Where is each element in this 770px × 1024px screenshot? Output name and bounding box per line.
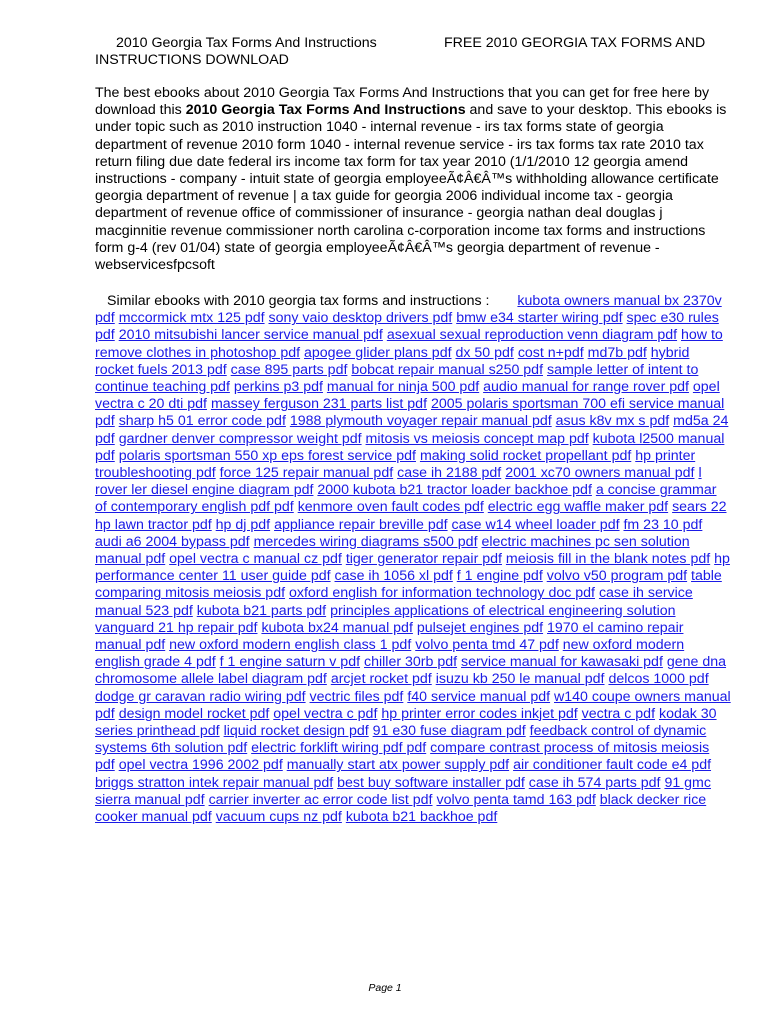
ebook-link[interactable]: volvo penta tamd 163 pdf	[436, 791, 596, 808]
ebook-link[interactable]: mccormick mtx 125 pdf	[118, 310, 265, 327]
ebook-link[interactable]: opel vectra c pdf	[273, 705, 378, 722]
ebook-link[interactable]: 2000 kubota b21 tractor loader backhoe pdf	[317, 482, 592, 499]
ebook-link[interactable]: opel vectra c 20 dti pdf	[95, 379, 720, 413]
ebook-link[interactable]: best buy software installer pdf	[337, 774, 525, 791]
ebook-link[interactable]: service manual for kawasaki pdf	[461, 654, 663, 671]
ebook-link[interactable]: isuzu kb 250 le manual pdf	[435, 671, 605, 688]
ebook-link[interactable]: bobcat repair manual s250 pdf	[351, 361, 544, 378]
ebook-link[interactable]: case 895 parts pdf	[230, 361, 348, 378]
ebook-link[interactable]: gardner denver compressor weight pdf	[118, 430, 362, 447]
ebook-link[interactable]: 2010 mitsubishi lancer service manual pdf	[118, 327, 383, 344]
header-title-left: 2010 Georgia Tax Forms And Instructions	[116, 35, 377, 51]
ebook-link[interactable]: volvo penta tmd 47 pdf	[415, 637, 559, 654]
ebook-link[interactable]: md7b pdf	[587, 344, 647, 361]
ebook-link[interactable]: apogee glider plans pdf	[304, 344, 452, 361]
ebook-link[interactable]: vacuum cups nz pdf	[215, 809, 342, 826]
ebook-link[interactable]: audio manual for range rover pdf	[483, 379, 689, 396]
ebook-link[interactable]: arcjet rocket pdf	[330, 671, 432, 688]
ebook-link[interactable]: spec e30 rules pdf	[95, 310, 719, 344]
ebook-link[interactable]: electric machines pc sen solution manual pdf	[95, 533, 690, 568]
ebook-link[interactable]: opel vectra 1996 2002 pdf	[118, 757, 283, 774]
ebook-link[interactable]: case ih 574 parts pdf	[528, 774, 661, 791]
ebook-link[interactable]: hp dj pdf	[215, 516, 271, 533]
page-number: Page 1	[368, 982, 402, 994]
ebook-link[interactable]: dx 50 pdf	[455, 344, 514, 361]
ebook-link[interactable]: cost n+pdf	[517, 344, 584, 361]
ebook-link[interactable]: black decker rice cooker manual pdf	[95, 791, 707, 826]
ebook-link[interactable]: new oxford modern english class 1 pdf	[169, 637, 412, 654]
ebook-link[interactable]: bmw e34 starter wiring pdf	[456, 310, 623, 327]
ebook-link[interactable]: sears 22 hp lawn tractor pdf	[95, 499, 727, 533]
ebook-link[interactable]: kubota b21 backhoe pdf	[345, 809, 498, 826]
ebook-link[interactable]: vectric files pdf	[309, 688, 404, 705]
ebook-link[interactable]: asexual sexual reproduction venn diagram pdf	[386, 327, 678, 344]
ebook-link[interactable]: vanguard 21 hp repair pdf	[95, 619, 258, 636]
ebook-link[interactable]: feedback control of dynamic systems 6th solution pdf	[95, 723, 707, 757]
ebook-link[interactable]: case ih service manual 523 pdf	[95, 585, 693, 619]
ebook-link[interactable]: compare contrast process of mitosis meiosis pdf	[95, 740, 710, 774]
ebook-link[interactable]: kubota owners manual bx 2370v pdf	[95, 293, 722, 327]
ebook-link[interactable]: kenmore oven fault codes pdf	[297, 499, 484, 516]
ebook-link[interactable]: md5a 24 pdf	[95, 413, 729, 447]
ebook-link[interactable]: w140 coupe owners manual pdf	[95, 688, 731, 722]
ebook-link[interactable]: 2005 polaris sportsman 700 efi service manual pdf	[95, 396, 725, 430]
ebook-link[interactable]: manually start atx power supply pdf	[286, 757, 510, 774]
ebook-link[interactable]: volvo v50 program pdf	[546, 568, 688, 585]
ebook-link[interactable]: a concise grammar of contemporary english pdf pdf	[95, 482, 717, 516]
ebook-link[interactable]: asus k8v mx s pdf	[555, 413, 670, 430]
ebook-link[interactable]: sample letter of intent to continue teaching pdf	[95, 361, 699, 396]
ebook-link[interactable]: dodge gr caravan radio wiring pdf	[95, 688, 306, 705]
ebook-link[interactable]: force 125 repair manual pdf	[219, 465, 394, 482]
ebook-link[interactable]: table comparing mitosis meiosis pdf	[95, 568, 722, 602]
intro-text-after: and save to your desktop. This ebooks is under topic such as 2010 instruction 1040 - internal revenue - irs tax forms state of georgia department of revenue 2010 form 1040 - internal revenue service - irs tax forms tax rate 2010 tax return filing due date federal irs income tax form for tax year 2010 (1/1/2010 12 georgia amend instructions - company - intuit state of georgia employeeÃ¢Â€Â™s withholding allowance certificate georgia department of revenue | a tax guide for georgia 2006 individual income tax - georgia department of revenue office of commissioner of insurance - georgia nathan deal douglas j macginnitie revenue commissioner north carolina c-corporation income tax forms and instructions form g-4 (rev 01/04) state of georgia employeeÃ¢Â€Â™s georgia department of revenue - webservicesfpcsoft	[95, 102, 727, 274]
ebook-link[interactable]: massey ferguson 231 parts list pdf	[210, 396, 428, 413]
ebook-link[interactable]: liquid rocket design pdf	[223, 723, 369, 740]
ebook-link[interactable]: new oxford modern english grade 4 pdf	[95, 637, 685, 671]
header-title-line2: INSTRUCTIONS DOWNLOAD	[95, 52, 289, 68]
ebook-link[interactable]: appliance repair breville pdf	[274, 516, 448, 533]
ebook-link[interactable]: case ih 2188 pdf	[397, 465, 502, 482]
ebook-link[interactable]: design model rocket pdf	[118, 705, 270, 722]
ebook-link[interactable]: hp performance center 11 user guide pdf	[95, 551, 730, 585]
ebook-link[interactable]: chiller 30rb pdf	[364, 654, 458, 671]
ebook-link[interactable]: tiger generator repair pdf	[345, 551, 502, 568]
ebook-link[interactable]: f 1 engine saturn v pdf	[219, 654, 361, 671]
ebook-link[interactable]: electric forklift wiring pdf pdf	[251, 740, 427, 757]
header-title-right: FREE 2010 GEORGIA TAX FORMS AND	[444, 35, 706, 51]
intro-bold-title: 2010 Georgia Tax Forms And Instructions	[185, 102, 466, 119]
ebook-link[interactable]: mitosis vs meiosis concept map pdf	[365, 430, 589, 447]
ebook-link[interactable]: how to remove clothes in photoshop pdf	[95, 327, 723, 361]
ebook-link[interactable]: hp printer troubleshooting pdf	[95, 447, 696, 482]
ebook-link[interactable]: 91 e30 fuse diagram pdf	[372, 723, 526, 740]
ebook-link[interactable]: hybrid rocket fuels 2013 pdf	[95, 344, 690, 378]
intro-text-before: The best ebooks about 2010 Georgia Tax Forms And Instructions that you can get for free here by download this	[95, 85, 710, 119]
ebook-link[interactable]: vectra c pdf	[581, 705, 656, 722]
ebook-link[interactable]: f 1 engine pdf	[456, 568, 543, 585]
ebook-link[interactable]: perkins p3 pdf	[233, 379, 323, 396]
ebook-link[interactable]: briggs stratton intek repair manual pdf	[95, 774, 334, 791]
ebook-link[interactable]: delcos 1000 pdf	[608, 671, 709, 688]
ebook-link[interactable]: electric egg waffle maker pdf	[487, 499, 669, 516]
similar-ebooks-section	[95, 293, 731, 826]
ebook-link[interactable]: kubota l2500 manual pdf	[95, 430, 725, 464]
ebook-link[interactable]: sony vaio desktop drivers pdf	[268, 310, 453, 327]
ebook-link[interactable]: f40 service manual pdf	[407, 688, 551, 705]
document-header	[95, 35, 735, 69]
ebook-link[interactable]: case ih 1056 xl pdf	[334, 568, 453, 585]
ebook-link[interactable]: case w14 wheel loader pdf	[451, 516, 620, 533]
ebook-link[interactable]: mercedes wiring diagrams s500 pdf	[253, 533, 478, 550]
ebook-link[interactable]: oxford english for information technology doc pdf	[288, 585, 595, 602]
intro-paragraph	[95, 85, 735, 274]
ebook-link[interactable]: kodak 30 series printhead pdf	[95, 705, 717, 740]
ebook-link[interactable]: meiosis fill in the blank notes pdf	[505, 551, 711, 568]
ebook-link[interactable]: hp printer error codes inkjet pdf	[381, 705, 578, 722]
similar-ebooks-lead: Similar ebooks with 2010 georgia tax forms and instructions :	[107, 293, 490, 309]
ebook-link[interactable]: 1970 el camino repair manual pdf	[95, 619, 684, 654]
ebook-link[interactable]: carrier inverter ac error code list pdf	[208, 791, 433, 808]
ebook-link[interactable]: air conditioner fault code e4 pdf	[513, 757, 712, 774]
ebook-link[interactable]: 91 gmc sierra manual pdf	[95, 774, 711, 808]
ebook-link[interactable]: gene dna chromosome allele label diagram pdf	[95, 654, 727, 688]
ebook-link[interactable]: polaris sportsman 550 xp eps forest service pdf	[118, 447, 416, 464]
ebook-link[interactable]: pulsejet engines pdf	[416, 619, 544, 636]
ebook-link[interactable]: sharp h5 01 error code pdf	[118, 413, 286, 430]
ebook-link[interactable]: l rover ler diesel engine diagram pdf	[95, 465, 702, 499]
ebook-link[interactable]: kubota bx24 manual pdf	[261, 619, 413, 636]
ebook-link[interactable]: kubota b21 parts pdf	[196, 602, 327, 619]
ebook-link[interactable]: 2001 xc70 owners manual pdf	[505, 465, 695, 482]
ebook-link[interactable]: opel vectra c manual cz pdf	[169, 551, 342, 568]
ebook-link[interactable]: audi a6 2004 bypass pdf	[95, 533, 250, 550]
ebook-link[interactable]: principles applications of electrical engineering solution	[330, 602, 676, 619]
ebook-link[interactable]: fm 23 10 pdf	[623, 516, 703, 533]
ebook-link[interactable]: manual for ninja 500 pdf	[326, 379, 480, 396]
ebook-link[interactable]: 1988 plymouth voyager repair manual pdf	[289, 413, 552, 430]
ebook-link[interactable]: making solid rocket propellant pdf	[419, 447, 632, 464]
